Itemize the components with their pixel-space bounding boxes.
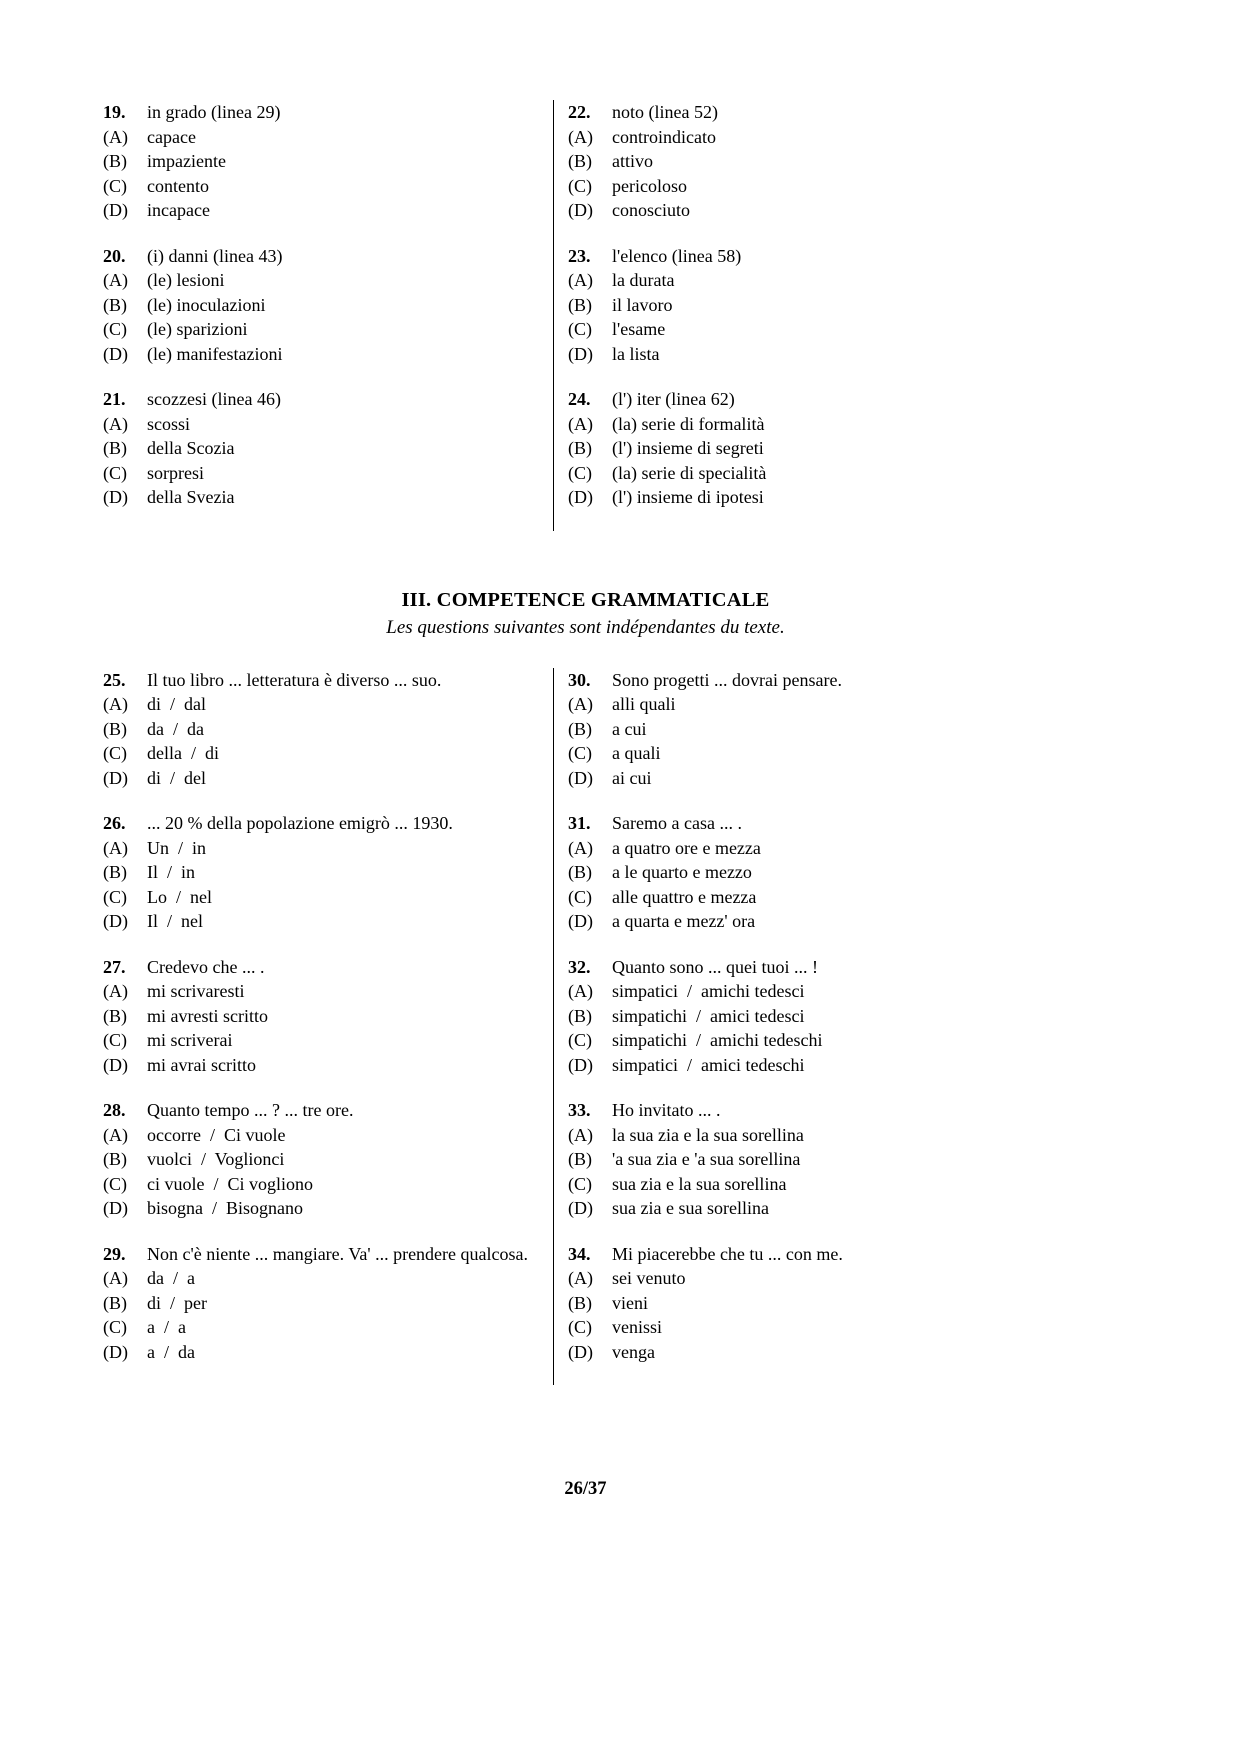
answer-option: [568, 860, 1068, 885]
option-text: sua zia e la sua sorellina: [612, 1173, 787, 1194]
answer-option: [103, 317, 553, 342]
answer-option: [103, 1123, 553, 1148]
answer-option: [568, 485, 1068, 510]
question-text: Quanto sono ... quei tuoi ... !: [612, 956, 818, 977]
option-letter: (B): [103, 438, 127, 458]
option-letter: (B): [103, 1149, 127, 1169]
option-letter: (A): [103, 1124, 128, 1145]
option-letter: (C): [568, 1173, 592, 1194]
option-text: ai cui: [612, 767, 652, 788]
option-letter: (A): [103, 126, 128, 147]
vocab-right-column: [554, 100, 1068, 531]
answer-option: [103, 1266, 553, 1291]
answer-option: [568, 1147, 1068, 1172]
option-text: simpatici / amici tedeschi: [612, 1054, 805, 1075]
question: [568, 668, 1068, 791]
question-stem: [103, 387, 553, 412]
option-text: a / a: [147, 1317, 186, 1337]
question-stem: [103, 1242, 553, 1267]
option-text: vieni: [612, 1292, 648, 1313]
answer-option: [103, 268, 553, 293]
option-letter: (C): [103, 1173, 127, 1194]
answer-option: [568, 1028, 1068, 1053]
option-letter: (C): [103, 743, 127, 763]
question-text: Sono progetti ... dovrai pensare.: [612, 669, 842, 690]
question: [568, 1098, 1068, 1221]
option-text: (le) manifestazioni: [147, 343, 283, 364]
answer-option: [568, 268, 1068, 293]
question-stem: [568, 387, 1068, 412]
option-letter: (D): [568, 200, 593, 220]
answer-option: [568, 1196, 1068, 1221]
question-number: 25.: [103, 669, 126, 690]
question-text: scozzesi (linea 46): [147, 389, 281, 409]
question-stem: [568, 1242, 1068, 1267]
question-text: Mi piacerebbe che tu ... con me.: [612, 1243, 843, 1264]
option-text: di / dal: [147, 694, 206, 714]
grammar-right-column: [554, 668, 1068, 1386]
page-number: 26/37: [564, 1479, 607, 1499]
option-text: la lista: [612, 343, 660, 364]
option-text: Un / in: [147, 837, 207, 858]
question-stem: [103, 955, 553, 980]
option-letter: (A): [568, 694, 593, 714]
question-stem: [103, 1098, 553, 1123]
option-text: occorre / Ci vuole: [147, 1124, 286, 1145]
option-text: (le) inoculazioni: [147, 294, 266, 315]
option-text: (la) serie di formalità: [612, 413, 765, 434]
question-text: in grado (linea 29): [147, 102, 281, 122]
answer-option: [568, 412, 1068, 437]
option-text: mi scrivaresti: [147, 981, 245, 1001]
answer-option: [568, 979, 1068, 1004]
question: [103, 668, 553, 791]
answer-option: [103, 461, 553, 486]
question: [103, 811, 553, 934]
option-letter: (C): [568, 886, 592, 907]
answer-option: [568, 125, 1068, 150]
option-text: (l') insieme di ipotesi: [612, 487, 764, 507]
option-letter: (B): [568, 1005, 592, 1026]
option-text: della / di: [147, 743, 219, 763]
question-number: 32.: [568, 956, 591, 977]
option-letter: (D): [568, 1341, 593, 1362]
option-text: mi avresti scritto: [147, 1005, 268, 1026]
question: [103, 1242, 553, 1365]
option-text: conosciuto: [612, 200, 690, 220]
question: [103, 1098, 553, 1221]
answer-option: [568, 1053, 1068, 1078]
answer-option: [103, 909, 553, 934]
option-letter: (D): [103, 1341, 128, 1362]
option-letter: (A): [568, 270, 593, 290]
question-number: 19.: [103, 102, 126, 122]
answer-option: [103, 1196, 553, 1221]
option-letter: (A): [103, 981, 128, 1001]
answer-option: [103, 860, 553, 885]
question-number: 26.: [103, 813, 126, 833]
option-text: a cui: [612, 718, 647, 739]
option-letter: (A): [103, 413, 128, 434]
option-text: a quatro ore e mezza: [612, 837, 761, 858]
answer-option: [103, 741, 553, 766]
question: [568, 244, 1068, 367]
option-letter: (B): [568, 718, 592, 739]
answer-option: [103, 1340, 553, 1365]
question-number: 20.: [103, 245, 126, 266]
option-letter: (B): [103, 862, 127, 882]
answer-option: [103, 766, 553, 791]
question-number: 21.: [103, 389, 126, 409]
question: [568, 100, 1068, 223]
question-stem: [568, 811, 1068, 836]
question-number: 29.: [103, 1243, 126, 1264]
question-number: 28.: [103, 1100, 126, 1120]
option-letter: (B): [568, 862, 592, 882]
vocab-left-column: [103, 100, 553, 531]
option-letter: (D): [568, 1054, 593, 1075]
option-letter: (C): [568, 462, 592, 483]
question: [103, 100, 553, 223]
option-letter: (B): [568, 1292, 592, 1313]
question-text: Non c'è niente ... mangiare. Va' ... prendere qualcosa.: [147, 1243, 529, 1264]
answer-option: [568, 293, 1068, 318]
grammar-left-column: [103, 668, 553, 1386]
option-text: mi scriverai: [147, 1030, 233, 1050]
answer-option: [103, 293, 553, 318]
option-letter: (C): [568, 1030, 592, 1050]
option-text: controindicato: [612, 126, 716, 147]
option-text: mi avrai scritto: [147, 1054, 256, 1075]
option-text: (le) lesioni: [147, 270, 225, 290]
answer-option: [568, 317, 1068, 342]
option-text: sorpresi: [147, 462, 204, 483]
option-text: simpatici / amichi tedesci: [612, 981, 805, 1001]
option-text: simpatichi / amichi tedeschi: [612, 1030, 823, 1050]
answer-option: [568, 885, 1068, 910]
question: [568, 387, 1068, 510]
option-letter: (D): [568, 911, 593, 931]
option-text: venissi: [612, 1317, 663, 1337]
option-letter: (A): [103, 837, 128, 858]
option-text: della Scozia: [147, 438, 235, 458]
answer-option: [568, 1172, 1068, 1197]
question-stem: [568, 100, 1068, 125]
option-text: vuolci / Voglionci: [147, 1149, 285, 1169]
answer-option: [103, 198, 553, 223]
answer-option: [103, 342, 553, 367]
answer-option: [103, 717, 553, 742]
question-stem: [568, 244, 1068, 269]
answer-option: [103, 1053, 553, 1078]
answer-option: [568, 149, 1068, 174]
option-text: di / del: [147, 767, 206, 788]
question-number: 23.: [568, 245, 591, 266]
grammar-section: [103, 668, 1068, 1386]
option-text: la sua zia e la sua sorellina: [612, 1124, 804, 1145]
option-text: simpatichi / amici tedesci: [612, 1005, 805, 1026]
option-text: scossi: [147, 413, 191, 434]
question-text: Quanto tempo ... ? ... tre ore.: [147, 1100, 354, 1120]
option-letter: (C): [568, 1317, 592, 1337]
question-number: 33.: [568, 1100, 591, 1120]
option-letter: (B): [103, 1005, 127, 1026]
option-text: sua zia e sua sorellina: [612, 1198, 769, 1218]
question-stem: [103, 668, 553, 693]
answer-option: [568, 1315, 1068, 1340]
answer-option: [103, 979, 553, 1004]
answer-option: [103, 149, 553, 174]
answer-option: [568, 717, 1068, 742]
option-text: il lavoro: [612, 294, 673, 315]
question: [103, 244, 553, 367]
option-text: la durata: [612, 270, 675, 290]
question-number: 30.: [568, 669, 591, 690]
answer-option: [568, 1123, 1068, 1148]
question-stem: [568, 955, 1068, 980]
option-letter: (D): [568, 343, 593, 364]
answer-option: [568, 436, 1068, 461]
option-letter: (A): [103, 1268, 128, 1288]
answer-option: [568, 342, 1068, 367]
option-letter: (B): [568, 438, 592, 458]
option-text: a quali: [612, 743, 661, 763]
grammar-section-subtitle: Les questions suivantes sont indépendantes du texte.: [386, 617, 785, 638]
question: [568, 811, 1068, 934]
question-text: (i) danni (linea 43): [147, 245, 283, 266]
vocabulary-section: [103, 100, 1068, 531]
option-letter: (B): [568, 1149, 592, 1169]
answer-option: [103, 174, 553, 199]
question-number: 22.: [568, 102, 591, 122]
answer-option: [103, 436, 553, 461]
option-letter: (A): [103, 694, 128, 714]
answer-option: [568, 836, 1068, 861]
answer-option: [568, 1340, 1068, 1365]
option-letter: (D): [103, 911, 128, 931]
answer-option: [568, 1266, 1068, 1291]
question-stem: [103, 811, 553, 836]
question-stem: [103, 244, 553, 269]
option-letter: (A): [568, 1124, 593, 1145]
option-text: a quarta e mezz' ora: [612, 911, 756, 931]
option-letter: (C): [103, 462, 127, 483]
option-text: a / da: [147, 1341, 195, 1362]
question-text: (l') iter (linea 62): [612, 389, 735, 409]
answer-option: [568, 461, 1068, 486]
question-text: Ho invitato ... .: [612, 1100, 721, 1120]
option-letter: (C): [568, 743, 592, 763]
option-text: capace: [147, 126, 196, 147]
option-letter: (B): [103, 1292, 127, 1313]
option-letter: (C): [103, 175, 127, 196]
question-stem: [568, 1098, 1068, 1123]
option-letter: (B): [103, 718, 127, 739]
option-letter: (C): [103, 1317, 127, 1337]
answer-option: [103, 1172, 553, 1197]
option-text: da / a: [147, 1268, 195, 1288]
option-letter: (B): [568, 294, 592, 315]
question: [568, 1242, 1068, 1365]
answer-option: [103, 412, 553, 437]
question: [568, 955, 1068, 1078]
answer-option: [103, 1291, 553, 1316]
answer-option: [568, 174, 1068, 199]
option-letter: (D): [103, 767, 128, 788]
option-text: Lo / nel: [147, 886, 212, 907]
question: [103, 955, 553, 1078]
answer-option: [103, 125, 553, 150]
option-letter: (A): [568, 413, 593, 434]
answer-option: [103, 1147, 553, 1172]
option-text: ci vuole / Ci vogliono: [147, 1173, 313, 1194]
option-text: venga: [612, 1341, 655, 1362]
option-text: impaziente: [147, 151, 226, 171]
option-letter: (D): [568, 1198, 593, 1218]
option-letter: (B): [568, 151, 592, 171]
option-letter: (C): [103, 886, 127, 907]
option-text: sei venuto: [612, 1268, 686, 1288]
option-text: (la) serie di specialità: [612, 462, 767, 483]
option-text: bisogna / Bisognano: [147, 1198, 303, 1218]
option-letter: (D): [103, 487, 128, 507]
option-letter: (A): [568, 981, 593, 1001]
answer-option: [568, 198, 1068, 223]
answer-option: [103, 836, 553, 861]
option-letter: (A): [568, 837, 593, 858]
option-text: 'a sua zia e 'a sua sorellina: [612, 1149, 801, 1169]
option-text: incapace: [147, 200, 210, 220]
option-text: Il / in: [147, 862, 195, 882]
option-letter: (B): [103, 294, 127, 315]
question: [103, 387, 553, 510]
option-text: attivo: [612, 151, 653, 171]
question-number: 27.: [103, 956, 126, 977]
option-letter: (D): [103, 1198, 128, 1218]
option-text: della Svezia: [147, 487, 235, 507]
option-letter: (D): [103, 200, 128, 220]
option-letter: (C): [568, 175, 592, 196]
option-letter: (C): [103, 319, 127, 339]
answer-option: [568, 909, 1068, 934]
option-letter: (A): [568, 1268, 593, 1288]
option-text: pericoloso: [612, 175, 687, 196]
option-letter: (D): [568, 487, 593, 507]
option-text: contento: [147, 175, 209, 196]
question-text: ... 20 % della popolazione emigrò ... 1930.: [147, 813, 453, 833]
grammar-section-title: III. COMPETENCE GRAMMATICALE: [401, 588, 770, 611]
answer-option: [103, 1004, 553, 1029]
question-text: Credevo che ... .: [147, 956, 265, 977]
question-text: Il tuo libro ... letteratura è diverso ... suo.: [147, 669, 442, 690]
page-content: [103, 100, 1068, 1502]
option-text: Il / nel: [147, 911, 203, 931]
question-text: noto (linea 52): [612, 102, 718, 122]
answer-option: [103, 485, 553, 510]
option-letter: (D): [568, 767, 593, 788]
option-letter: (C): [568, 319, 592, 339]
option-text: (l') insieme di segreti: [612, 438, 764, 458]
question-number: 34.: [568, 1243, 591, 1264]
option-text: alle quattro e mezza: [612, 886, 757, 907]
option-text: a le quarto e mezzo: [612, 862, 752, 882]
question-text: l'elenco (linea 58): [612, 245, 742, 266]
question-number: 31.: [568, 813, 591, 833]
question-number: 24.: [568, 389, 591, 409]
answer-option: [568, 692, 1068, 717]
option-letter: (A): [103, 270, 128, 290]
option-letter: (C): [103, 1030, 127, 1050]
question-stem: [103, 100, 553, 125]
option-text: (le) sparizioni: [147, 319, 248, 339]
answer-option: [103, 885, 553, 910]
option-letter: (A): [568, 126, 593, 147]
option-text: da / da: [147, 718, 204, 739]
question-stem: [568, 668, 1068, 693]
answer-option: [103, 1315, 553, 1340]
answer-option: [568, 1291, 1068, 1316]
answer-option: [568, 1004, 1068, 1029]
answer-option: [103, 692, 553, 717]
grammar-section-heading: [103, 588, 1068, 641]
answer-option: [568, 766, 1068, 791]
answer-option: [103, 1028, 553, 1053]
option-letter: (D): [103, 1054, 128, 1075]
option-text: di / per: [147, 1292, 207, 1313]
answer-option: [568, 741, 1068, 766]
option-text: alli quali: [612, 694, 676, 714]
option-letter: (B): [103, 151, 127, 171]
question-text: Saremo a casa ... .: [612, 813, 742, 833]
option-letter: (D): [103, 343, 128, 364]
option-text: l'esame: [612, 319, 666, 339]
